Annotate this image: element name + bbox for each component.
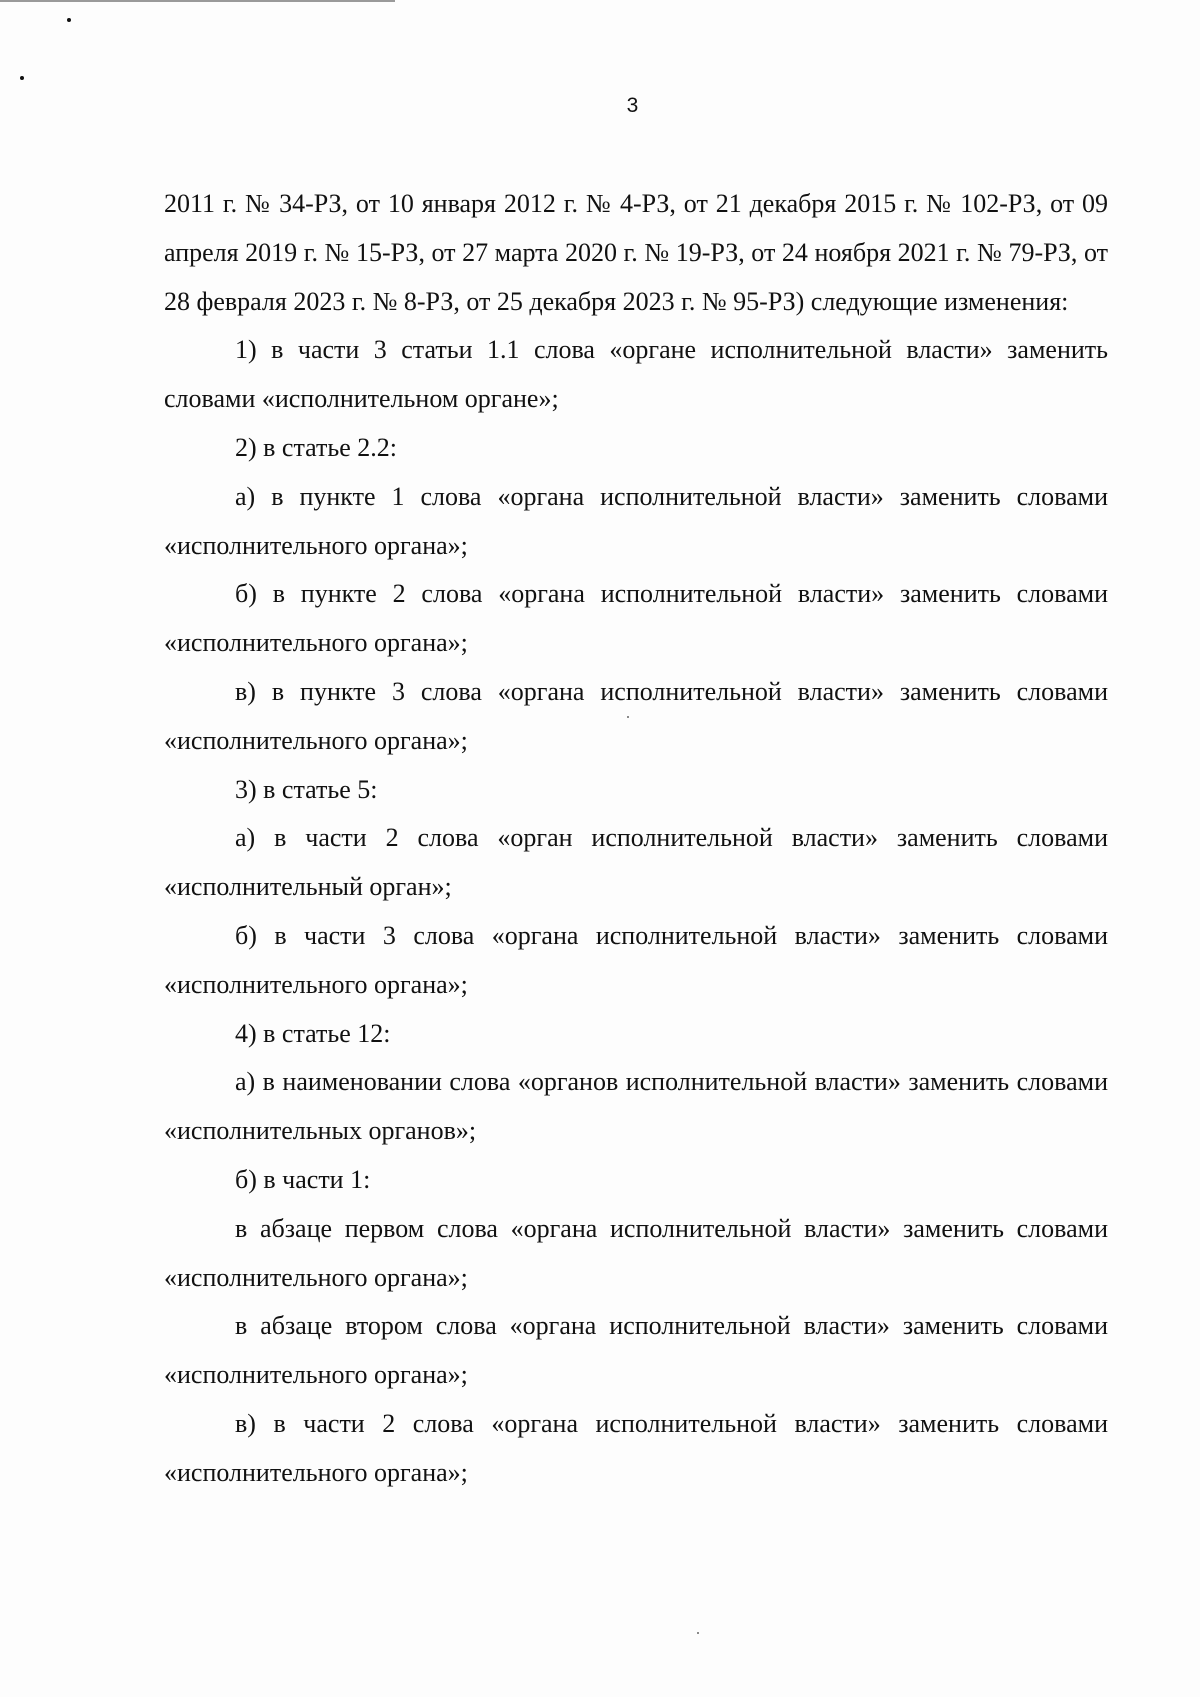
page-number: 3 bbox=[626, 94, 639, 117]
paragraph-item-2b: б) в пункте 2 слова «органа исполнительной власти» заменить словами «исполнительного органа»; bbox=[164, 579, 1108, 658]
paragraph-item-2: 2) в статье 2.2: bbox=[235, 432, 398, 462]
paragraph-item-4b: б) в части 1: bbox=[235, 1164, 371, 1194]
paragraph-item-4c: в) в части 2 слова «органа исполнительной власти» заменить словами «исполнительного органа»; bbox=[164, 1408, 1108, 1487]
paragraph-item-2c: в) в пункте 3 слова «органа исполнительной власти» заменить словами «исполнительного органа»; bbox=[164, 676, 1108, 755]
paragraph-item-4a: а) в наименовании слова «органов исполнительной власти» заменить словами «исполнительных органов»; bbox=[164, 1067, 1108, 1146]
paragraph-continuation: 2011 г. № 34-РЗ, от 10 января 2012 г. № 4-РЗ, от 21 декабря 2015 г. № 102-РЗ, от 09 апреля 2019 г. № 15-РЗ, от 27 марта 2020 г. № 19-РЗ, от 24 ноября 2021 г. № 79-РЗ, от 28 февраля 2023 г. № 8-РЗ, от 25 декабря 2023 г. № 95-РЗ) следующие изменения: bbox=[164, 189, 1108, 316]
paragraph-item-3a: а) в части 2 слова «орган исполнительной власти» заменить словами «исполнительный орган»; bbox=[164, 823, 1108, 902]
scan-speck bbox=[20, 76, 24, 80]
scan-speck bbox=[697, 1632, 699, 1634]
scan-speck bbox=[67, 18, 71, 22]
paragraph-item-4: 4) в статье 12: bbox=[235, 1018, 391, 1048]
scan-edge-line bbox=[0, 0, 395, 2]
paragraph-item-1: 1) в части 3 статьи 1.1 слова «органе исполнительной власти» заменить словами «исполнительном органе»; bbox=[164, 335, 1108, 414]
paragraph-item-4b-second: в абзаце втором слова «органа исполнительной власти» заменить словами «исполнительного органа»; bbox=[164, 1311, 1108, 1390]
paragraph-item-4b-first: в абзаце первом слова «органа исполнительной власти» заменить словами «исполнительного органа»; bbox=[164, 1213, 1108, 1292]
paragraph-item-3: 3) в статье 5: bbox=[235, 774, 378, 804]
document-body bbox=[164, 180, 1108, 1498]
paragraph-item-3b: б) в части 3 слова «органа исполнительной власти» заменить словами «исполнительного органа»; bbox=[164, 920, 1108, 999]
paragraph-item-2a: а) в пункте 1 слова «органа исполнительной власти» заменить словами «исполнительного органа»; bbox=[164, 481, 1108, 560]
